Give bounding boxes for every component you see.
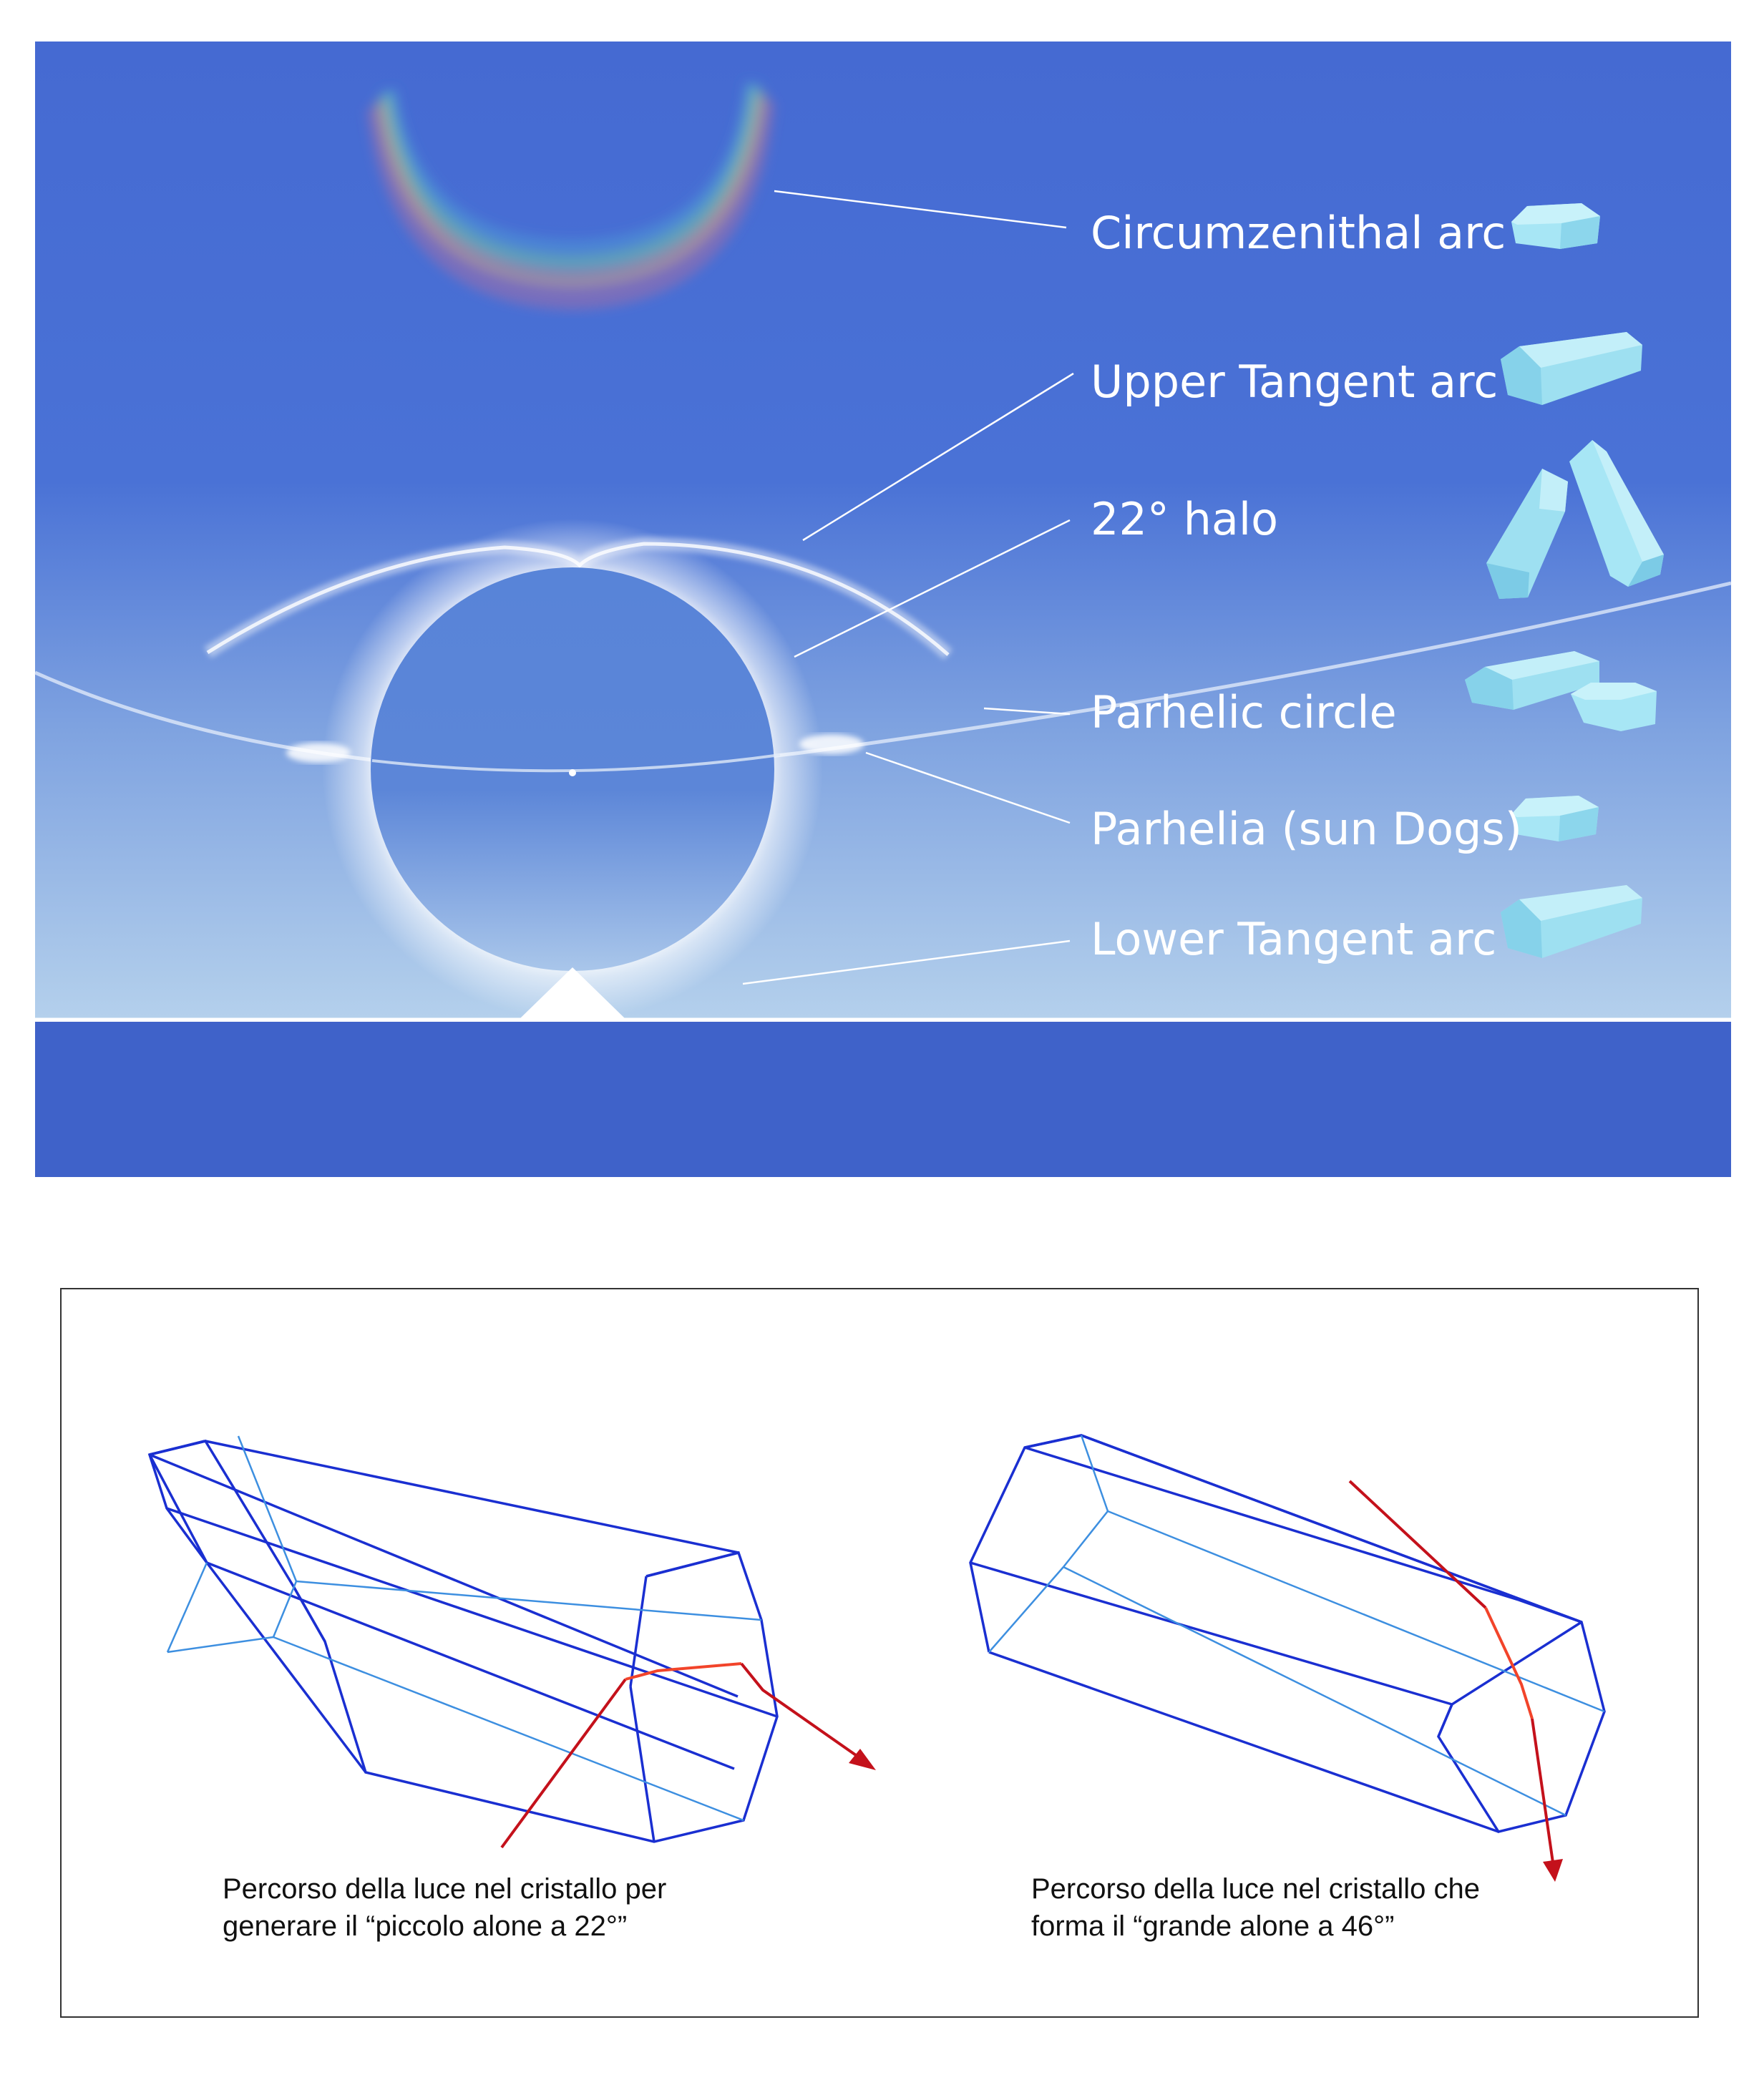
crystal-wireframe-22: [150, 1436, 777, 1842]
label-parhelia: Parhelia (sun Dogs): [1091, 803, 1522, 855]
label-halo-22: 22° halo: [1091, 493, 1279, 545]
hexagonal-plate-crystal-icon: [1511, 796, 1599, 841]
sun: [569, 769, 576, 776]
label-upper-tangent-arc: Upper Tangent arc: [1091, 356, 1499, 408]
arrow-head-icon: [1543, 1859, 1563, 1882]
hexagonal-plate-crystal-icon: [1511, 203, 1600, 249]
sky-background: [35, 42, 1731, 1018]
caption-46-halo: Percorso della luce nel cristallo che forma il “grande alone a 46°”: [1031, 1873, 1480, 1942]
crystal-light-path-panel: [60, 1288, 1699, 2018]
crystal-wireframe-46: [970, 1435, 1604, 1832]
caption-22-halo: Percorso della luce nel cristallo per generare il “piccolo alone a 22°”: [223, 1873, 667, 1942]
label-lower-tangent-arc: Lower Tangent arc: [1091, 913, 1497, 965]
label-parhelic-circle: Parhelic circle: [1091, 686, 1397, 738]
ground-strip: [35, 1022, 1731, 1177]
label-circumzenithal-arc: Circumzenithal arc: [1091, 207, 1506, 259]
light-path-22: [502, 1664, 876, 1847]
